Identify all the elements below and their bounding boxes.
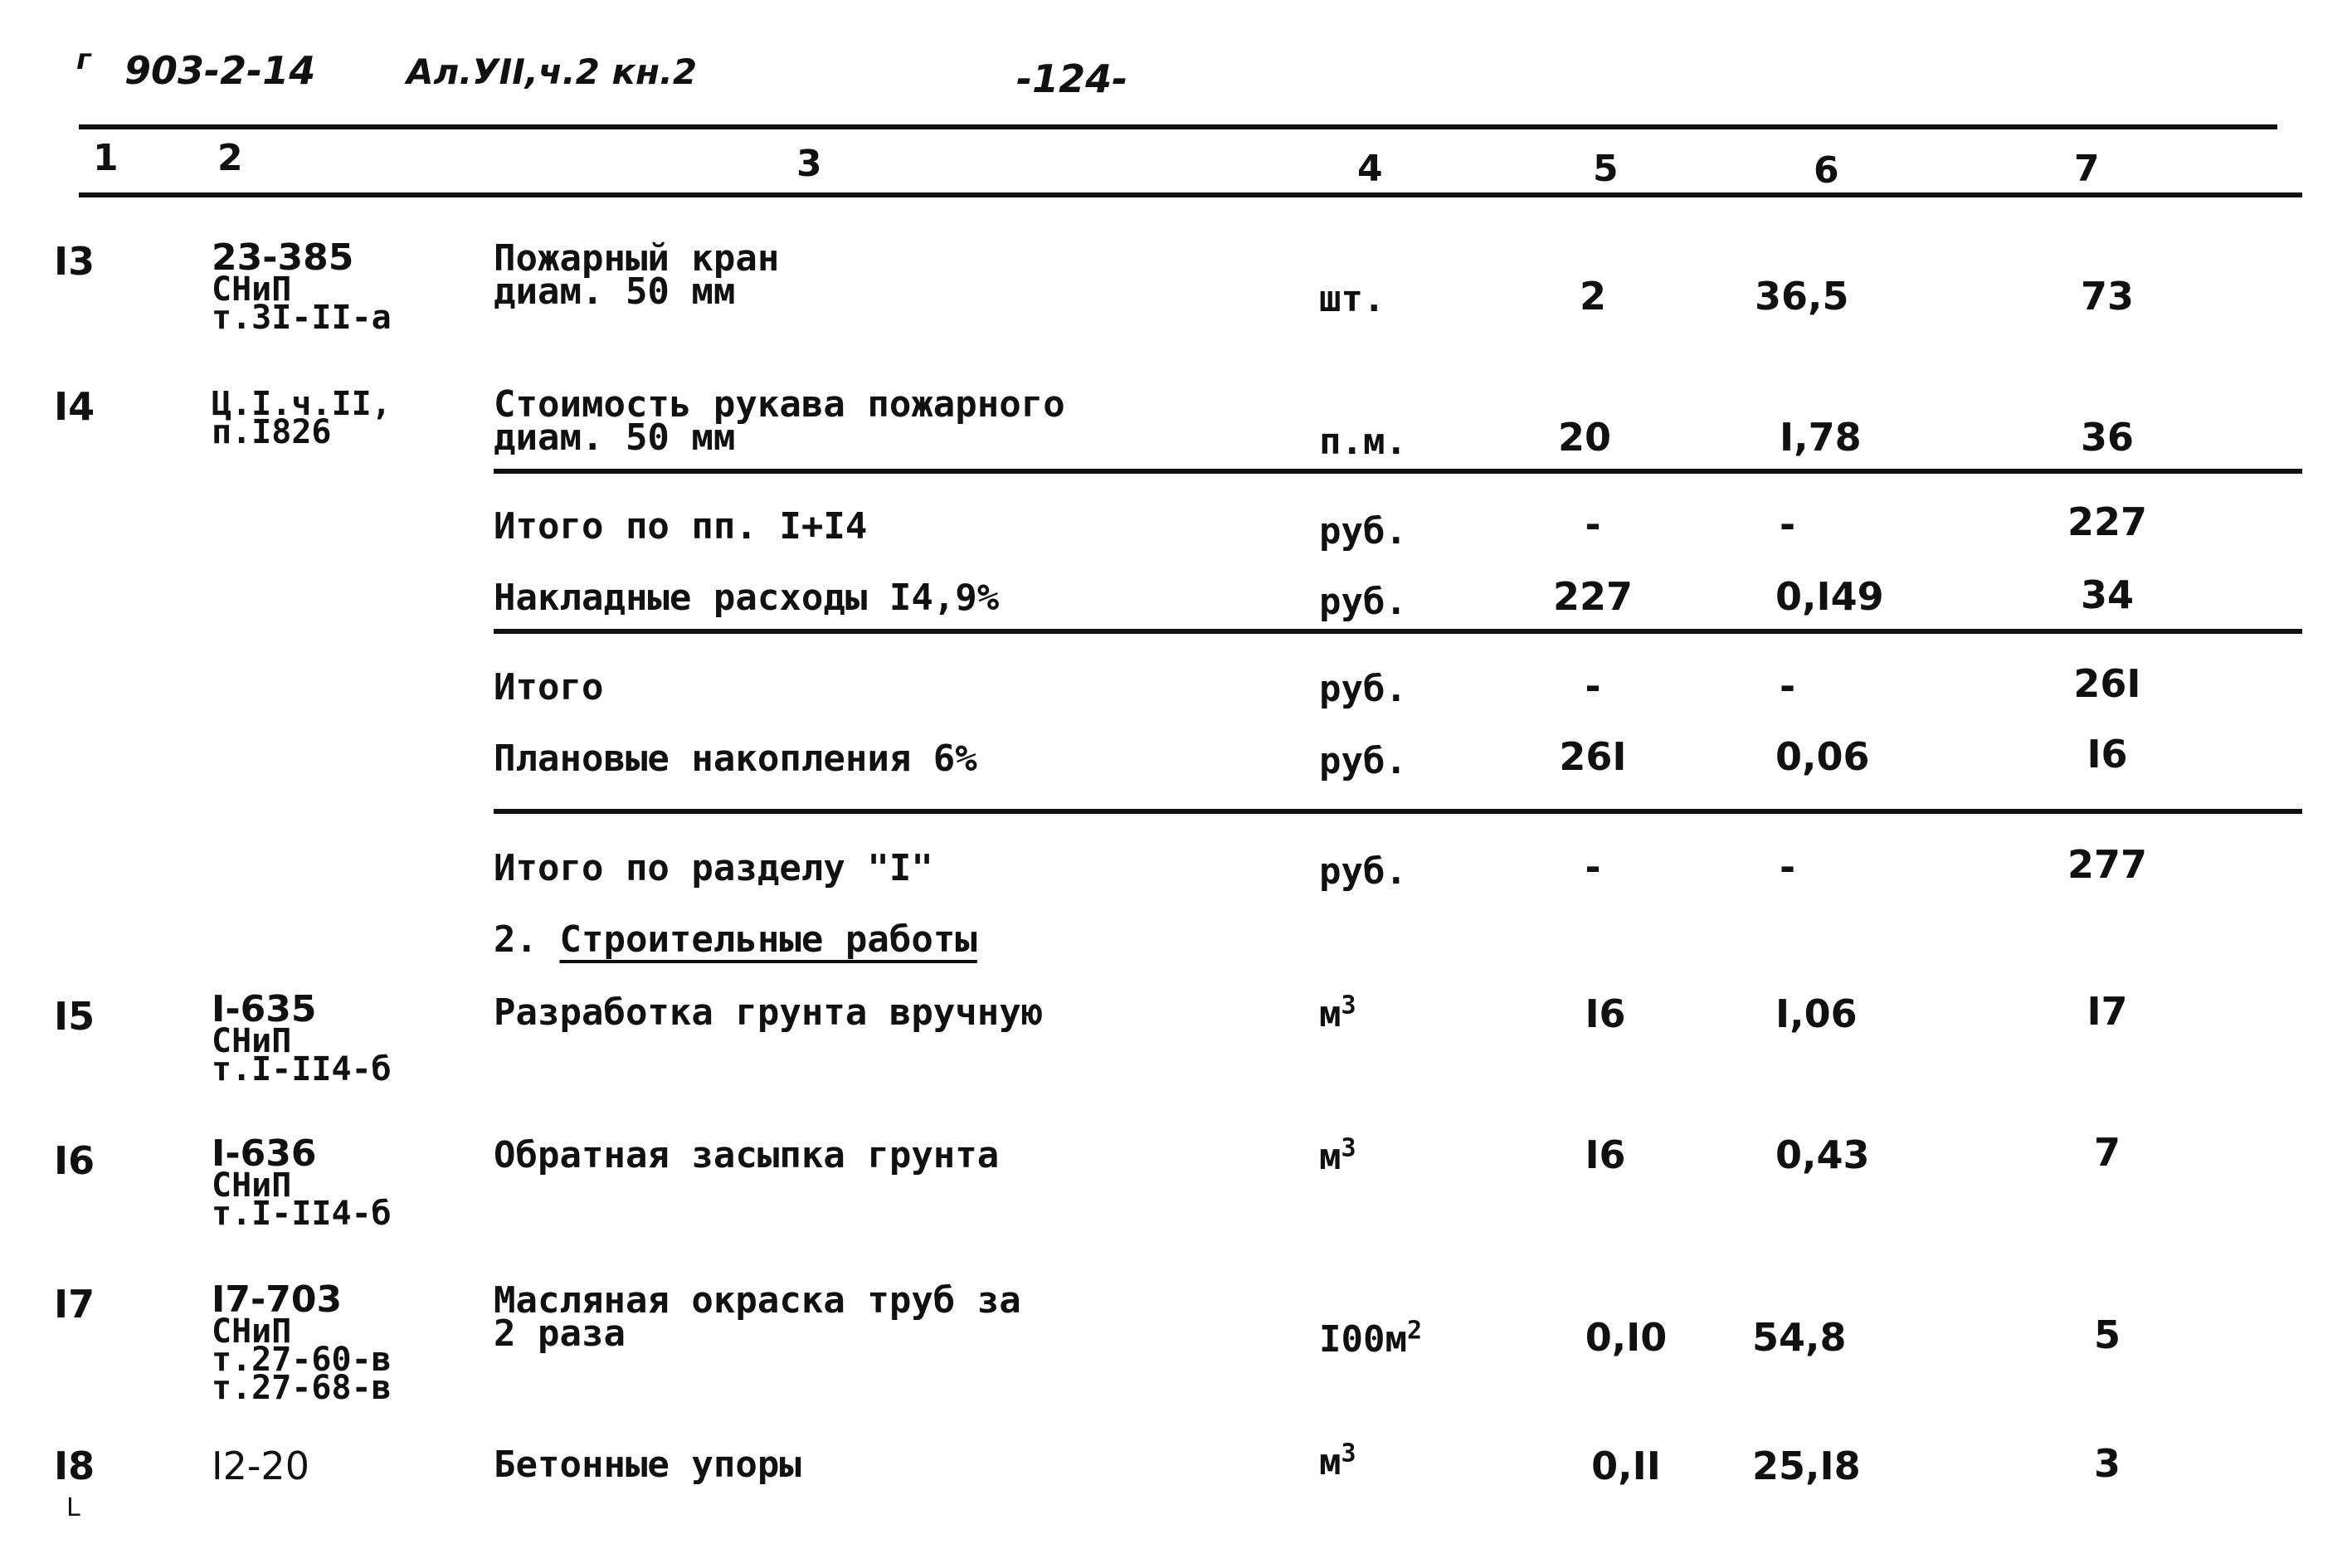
row-qty: 26I [1559, 734, 1627, 779]
row-number: I5 [54, 994, 95, 1039]
column-number-4: 4 [1357, 148, 1383, 190]
row-unit: руб. [1319, 668, 1407, 710]
row-number: I3 [54, 239, 95, 284]
row-qty: 20 [1557, 415, 1611, 460]
row-code: I-635 СНиП т.I-II4-б [212, 988, 392, 1088]
row-code: Ц.I.ч.II, п.I826 [212, 385, 392, 451]
row-price: 0,43 [1775, 1132, 1870, 1177]
row-unit: $м^3$ [1319, 1439, 1356, 1483]
row-unit: $I00м^2$ [1319, 1316, 1423, 1361]
row-total: 227 [2067, 499, 2148, 544]
row-code: I-636 СНиП т.I-II4-б [212, 1132, 392, 1233]
column-number-5: 5 [1593, 148, 1619, 190]
row-name: Итого по разделу "I" [494, 847, 933, 889]
row-name: Бетонные упоры [494, 1444, 801, 1486]
row-code: I2-20 [212, 1444, 309, 1488]
column-number-3: 3 [796, 143, 822, 185]
row-total: 26I [2073, 661, 2141, 706]
row-number: I8 [54, 1444, 95, 1488]
row-unit: руб. [1319, 581, 1407, 623]
row-total: 3 [2093, 1441, 2121, 1486]
row-unit: $м^3$ [1319, 1133, 1356, 1178]
row-code: 23-385 СНиП т.3I-II-а [212, 236, 392, 337]
row-total: 34 [2080, 572, 2134, 617]
row-total: 5 [2093, 1312, 2121, 1357]
row-name: Обратная засыпка грунта [494, 1134, 1000, 1176]
doc-code: 903-2-14 [124, 48, 316, 93]
column-number-7: 7 [2074, 148, 2100, 190]
row-name: Итого по пп. I+I4 [494, 505, 868, 548]
row-name: Пожарный кран диам. 50 мм [494, 237, 780, 313]
row-unit: руб. [1319, 740, 1407, 782]
row-name: Разработка грунта вручную [494, 991, 1044, 1034]
row-unit: руб. [1319, 510, 1407, 553]
row-name: Масляная окраска труб за 2 раза [494, 1279, 1021, 1355]
row-number: I4 [54, 384, 95, 429]
header-top-rule [79, 124, 2277, 129]
column-number-6: 6 [1814, 149, 1839, 192]
row-total: I7 [2087, 989, 2128, 1034]
row-number: I6 [54, 1138, 95, 1183]
page-number: -124- [1016, 56, 1128, 101]
row-total: 73 [2080, 274, 2134, 319]
row-total: 36 [2080, 415, 2134, 460]
column-number-1: 1 [93, 137, 119, 179]
album-ref: Ал.УII,ч.2 кн.2 [407, 51, 698, 92]
doc-mark: г [76, 43, 91, 76]
corner-mark: L [66, 1493, 80, 1522]
header-bottom-rule [79, 192, 2302, 197]
row-name: Накладные расходы I4,9% [494, 577, 1000, 619]
row-unit: шт. [1319, 278, 1385, 320]
row-qty: 0,I0 [1585, 1315, 1668, 1360]
row-price: 0,I49 [1775, 574, 1884, 619]
row-qty: - [1585, 845, 1601, 889]
row-price: - [1780, 845, 1796, 889]
row-number: I7 [54, 1282, 95, 1327]
row-unit: руб. [1319, 850, 1407, 893]
section-heading: 2. Строительные работы [494, 918, 977, 961]
column-number-2: 2 [217, 137, 243, 179]
row-qty: I6 [1585, 1132, 1626, 1177]
row-total: 7 [2093, 1130, 2121, 1175]
row-price: I,06 [1775, 991, 1858, 1036]
row-name: Итого [494, 666, 604, 709]
row-qty: 0,II [1591, 1444, 1661, 1488]
row-unit: $м^3$ [1319, 991, 1356, 1035]
row-price: 0,06 [1775, 734, 1870, 779]
row-qty: 2 [1579, 274, 1606, 319]
row-name: Плановые накопления 6% [494, 738, 977, 780]
row-name: Стоимость рукава пожарного диам. 50 мм [494, 383, 1065, 459]
subtotal-rule [494, 469, 2302, 474]
row-qty: - [1585, 502, 1601, 547]
row-unit: п.м. [1319, 421, 1407, 463]
row-total: 277 [2067, 842, 2148, 887]
row-qty: 227 [1552, 574, 1634, 619]
overhead-rule [494, 629, 2302, 634]
row-price: I,78 [1780, 415, 1862, 460]
row-qty: I6 [1585, 991, 1626, 1036]
row-price: 25,I8 [1752, 1444, 1861, 1488]
row-code: I7-703 СНиП т.27-60-в т.27-68-в [212, 1278, 392, 1407]
accumulation-rule [494, 809, 2302, 814]
row-price: 36,5 [1755, 274, 1849, 319]
row-price: 54,8 [1752, 1315, 1847, 1360]
row-price: - [1780, 664, 1796, 709]
row-qty: - [1585, 664, 1601, 709]
row-total: I6 [2087, 732, 2128, 777]
row-price: - [1780, 502, 1796, 547]
